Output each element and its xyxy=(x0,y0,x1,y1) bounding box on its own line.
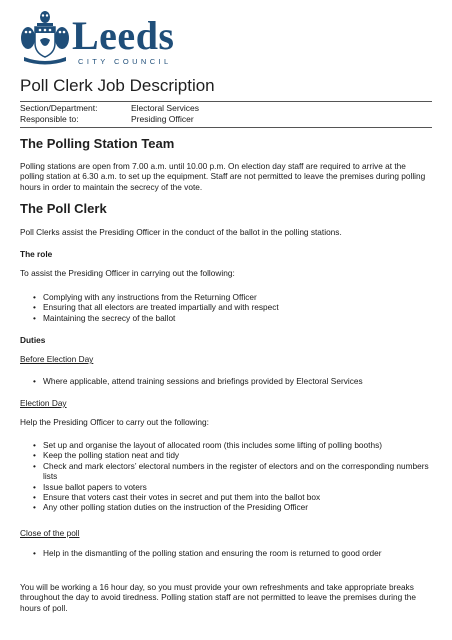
info-value: Electoral Services xyxy=(131,103,200,113)
team-paragraph: Polling stations are open from 7.00 a.m. until 10.00 p.m. On election day staff are required to arrive at the polling station at 6.30 a.m. to set up the equipment. Staff are not permitted to leave the premises during polling hours in order to maintain the secrecy of the vote. xyxy=(20,161,426,192)
logo-wordmark: Leeds xyxy=(72,13,175,58)
election-day-heading: Election Day xyxy=(20,398,67,408)
clerk-intro: Poll Clerks assist the Presiding Officer in the conduct of the ballot in the polling stations. xyxy=(20,227,342,237)
list-item: • Ensuring that all electors are treated impartially and with respect xyxy=(20,302,430,312)
list-item: • Issue ballot papers to voters xyxy=(20,482,430,492)
info-label: Responsible to: xyxy=(20,114,79,124)
list-item: • Help in the dismantling of the polling station and ensuring the room is returned to good order xyxy=(20,548,430,558)
election-day-intro: Help the Presiding Officer to carry out the following: xyxy=(20,417,209,427)
close-of-poll-heading: Close of the poll xyxy=(20,528,80,538)
info-value: Presiding Officer xyxy=(131,114,194,124)
list-item: • Ensure that voters cast their votes in secret and put them into the ballot box xyxy=(20,492,430,502)
leeds-logo xyxy=(20,10,220,68)
election-day-list xyxy=(20,440,430,513)
list-item: • Check and mark electors’ electoral numbers in the register of electors and on the corresponding numbers lists xyxy=(20,461,430,482)
closing-paragraph: You will be working a 16 hour day, so you must provide your own refreshments and take appropriate breaks throughout the day to avoid tiredness. Polling station staff are not permitted to leave the premises during the hours of poll. xyxy=(20,582,417,613)
list-item: • Any other polling station duties on the instruction of the Presiding Officer xyxy=(20,502,430,512)
role-list xyxy=(20,292,430,323)
close-of-poll-list xyxy=(20,548,430,558)
info-table xyxy=(20,101,432,128)
list-item: • Set up and organise the layout of allocated room (this includes some lifting of polling booths) xyxy=(20,440,430,450)
list-item: • Keep the polling station neat and tidy xyxy=(20,450,430,460)
list-item: • Maintaining the secrecy of the ballot xyxy=(20,313,430,323)
role-intro: To assist the Presiding Officer in carrying out the following: xyxy=(20,268,235,278)
page-title: Poll Clerk Job Description xyxy=(20,76,215,95)
before-election-heading: Before Election Day xyxy=(20,354,94,364)
list-item: • Complying with any instructions from the Returning Officer xyxy=(20,292,430,302)
info-row xyxy=(20,103,432,114)
logo-subtitle: CITY COUNCIL xyxy=(78,57,172,66)
role-heading: The role xyxy=(20,249,53,259)
section-heading-team: The Polling Station Team xyxy=(20,136,175,151)
before-election-list xyxy=(20,376,430,386)
section-heading-poll-clerk: The Poll Clerk xyxy=(20,201,107,216)
list-item: • Where applicable, attend training sessions and briefings provided by Electoral Services xyxy=(20,376,430,386)
info-row xyxy=(20,114,432,125)
coat-of-arms-icon xyxy=(20,10,70,66)
info-label: Section/Department: xyxy=(20,103,98,113)
duties-heading: Duties xyxy=(20,335,46,345)
